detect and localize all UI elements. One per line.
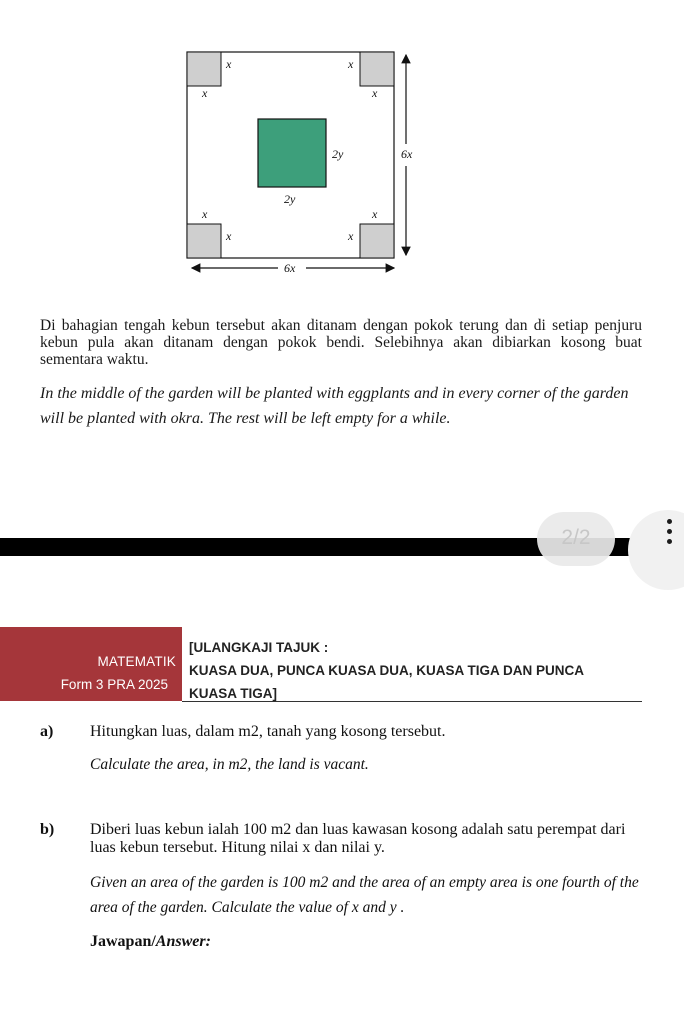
label-2y-bottom: 2y <box>284 192 296 206</box>
topic-title-line-3: KUASA TIGA] <box>189 686 277 701</box>
question-b-malay: Diberi luas kebun ialah 100 m2 dan luas kawasan kosong adalah satu perempat dari luas kebun tersebut. Hitung nilai x dan nilai y. <box>90 821 626 856</box>
malay-paragraph: Di bahagian tengah kebun tersebut akan ditanam dengan pokok terung dan di setiap penjuru kebun pula akan ditanam dengan pokok bendi. Selebihnya akan dibiarkan kosong buat sementara waktu. <box>40 317 642 368</box>
corner-square-bottom-right <box>360 224 394 258</box>
question-b-english: Given an area of the garden is 100 m2 and the area of an empty area is one fourth of the area of the garden. Calculate the value of x and y . <box>90 874 639 916</box>
center-square <box>258 119 326 187</box>
label-x-3: x <box>202 86 208 100</box>
garden-diagram <box>0 0 684 300</box>
english-paragraph: In the middle of the garden will be planted with eggplants and in every corner of the garden will be planted with okra. The rest will be left empty for a while. <box>40 385 629 427</box>
label-x-8: x <box>348 229 354 243</box>
menu-dot-icon <box>667 529 672 534</box>
label-x-4: x <box>372 86 378 100</box>
answer-label-english: Answer: <box>155 933 211 950</box>
header-divider <box>182 701 642 702</box>
page-number: 2/2 <box>561 526 591 549</box>
menu-dot-icon <box>667 539 672 544</box>
menu-dot-icon <box>667 519 672 524</box>
label-x-6: x <box>372 207 378 221</box>
answer-label <box>90 933 211 951</box>
corner-square-top-right <box>360 52 394 86</box>
answer-label-malay: Jawapan/ <box>90 933 156 950</box>
label-2y-side: 2y <box>332 147 344 161</box>
question-a-malay: Hitungkan luas, dalam m2, tanah yang kosong tersebut. <box>90 723 446 740</box>
corner-square-top-left <box>187 52 221 86</box>
topic-title <box>189 636 629 705</box>
label-x-2: x <box>348 57 354 71</box>
label-6x-side: 6x <box>401 147 413 161</box>
question-b-label: b) <box>40 821 55 838</box>
label-x-5: x <box>202 207 208 221</box>
subject-label: MATEMATIK <box>97 654 176 669</box>
form-label: Form 3 PRA 2025 <box>60 677 168 692</box>
corner-square-bottom-left <box>187 224 221 258</box>
label-x-1: x <box>226 57 232 71</box>
question-a-english: Calculate the area, in m2, the land is vacant. <box>90 756 369 773</box>
topic-title-line-2: KUASA DUA, PUNCA KUASA DUA, KUASA TIGA DAN PUNCA <box>189 663 585 678</box>
label-6x-bottom: 6x <box>284 261 296 275</box>
question-a-label: a) <box>40 723 54 740</box>
label-x-7: x <box>226 229 232 243</box>
topic-title-line-1: [ULANGKAJI TAJUK : <box>189 640 329 655</box>
more-options-button[interactable] <box>628 510 684 590</box>
